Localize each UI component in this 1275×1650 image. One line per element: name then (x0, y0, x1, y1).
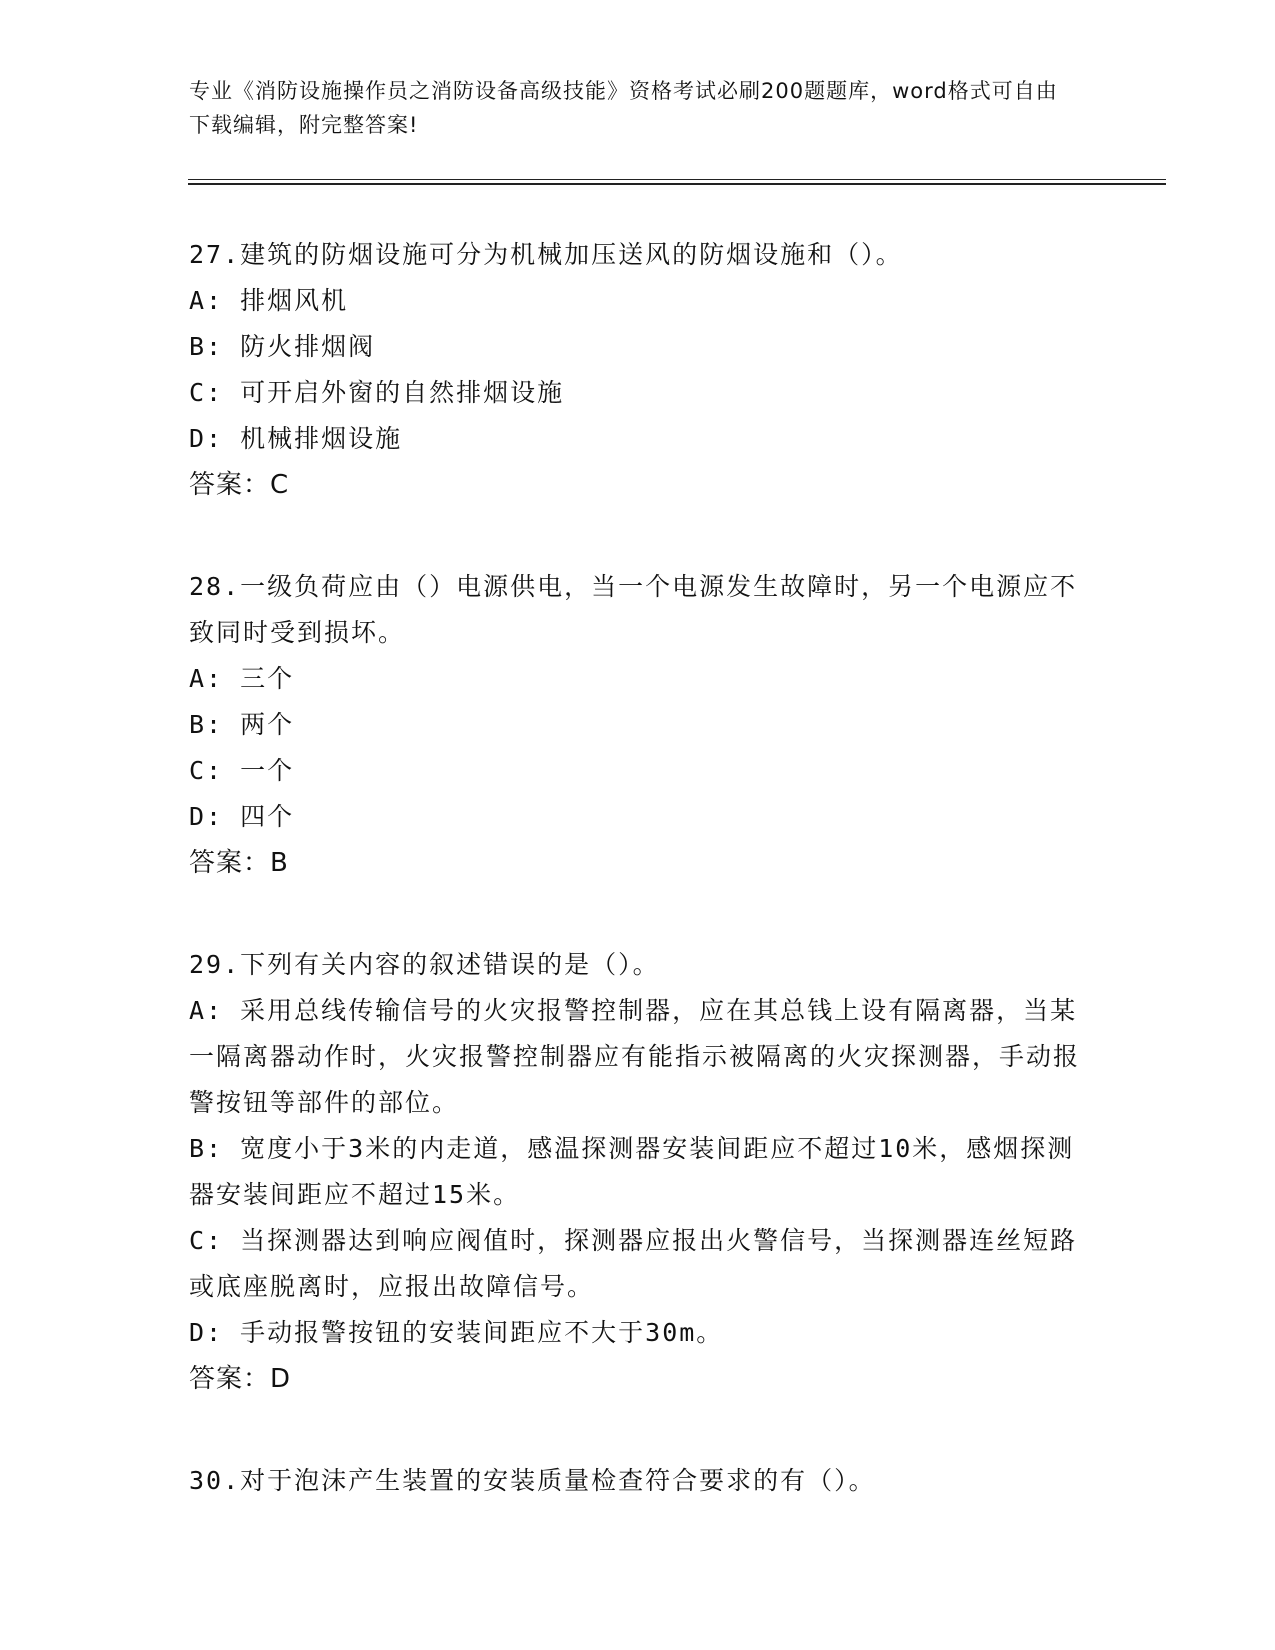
option-d: D: 四个 (189, 802, 295, 831)
option-d: D: 机械排烟设施 (189, 424, 403, 453)
question-text: 30.对于泡沫产生装置的安装质量检查符合要求的有（）。 (189, 1466, 876, 1495)
question-text: 27.建筑的防烟设施可分为机械加压送风的防烟设施和（）。 (189, 240, 903, 269)
option-b: B: 防火排烟阀 (189, 332, 376, 361)
answer: 答案：C (189, 470, 290, 500)
option-c: C: 一个 (189, 756, 295, 785)
question-28 (189, 564, 1089, 886)
question-29 (189, 942, 1089, 1402)
document-header: 专业《消防设施操作员之消防设备高级技能》资格考试必刷200题题库，word格式可自由下载编辑，附完整答案! (189, 79, 1058, 137)
answer: 答案：D (189, 1364, 292, 1394)
option-c: C: 当探测器达到响应阀值时，探测器应报出火警信号，当探测器连丝短路或底座脱离时，应报出故障信号。 (189, 1226, 1078, 1301)
question-27 (189, 232, 1089, 508)
divider-thin-line (188, 179, 1166, 180)
option-a: A: 三个 (189, 664, 295, 693)
header-divider (188, 179, 1166, 185)
question-30 (189, 1458, 1089, 1504)
option-a: A: 采用总线传输信号的火灾报警控制器，应在其总钱上设有隔离器，当某一隔离器动作时，火灾报警控制器应有能指示被隔离的火灾探测器，手动报警按钮等部件的部位。 (189, 996, 1081, 1117)
option-d: D: 手动报警按钮的安装间距应不大于30m。 (189, 1318, 724, 1347)
answer: 答案：B (189, 848, 289, 878)
question-text: 28.一级负荷应由（）电源供电，当一个电源发生故障时，另一个电源应不致同时受到损坏。 (189, 572, 1078, 647)
question-list (189, 232, 1089, 1560)
option-b: B: 宽度小于3米的内走道，感温探测器安装间距应不超过10米，感烟探测器安装间距应不超过15米。 (189, 1134, 1075, 1209)
question-text: 29.下列有关内容的叙述错误的是（）。 (189, 950, 660, 979)
option-a: A: 排烟风机 (189, 286, 349, 315)
divider-thick-line (188, 183, 1166, 185)
option-b: B: 两个 (189, 710, 295, 739)
option-c: C: 可开启外窗的自然排烟设施 (189, 378, 565, 407)
